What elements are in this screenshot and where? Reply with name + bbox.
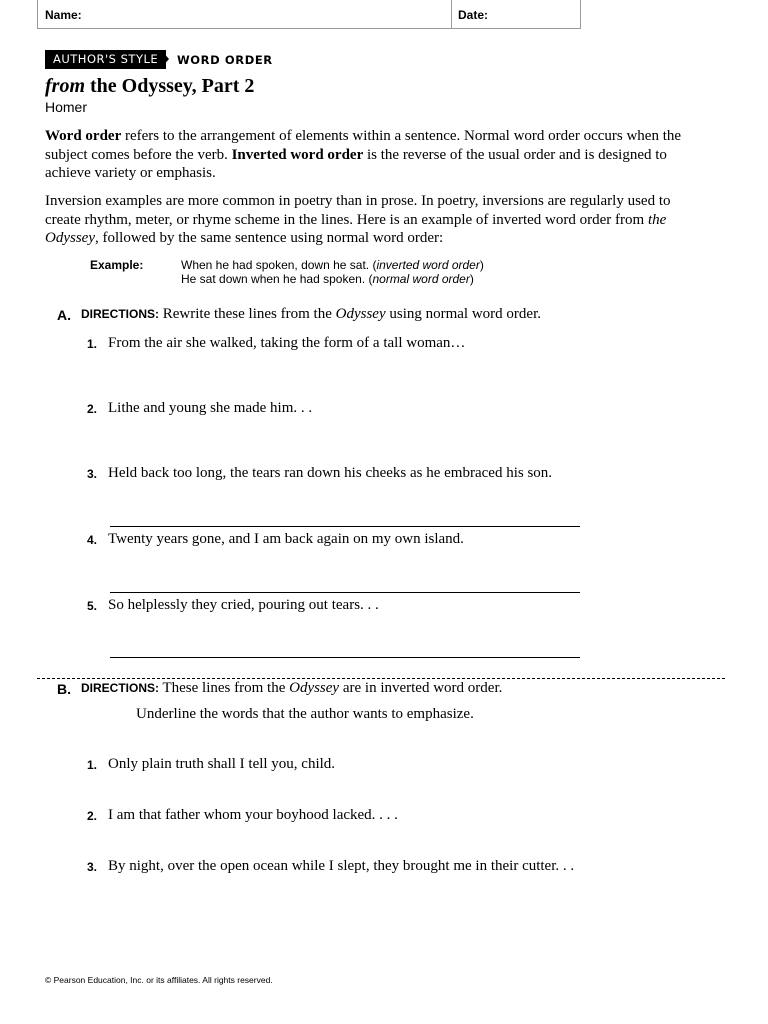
page-title (45, 75, 254, 98)
example-line1-close: ) (479, 258, 484, 272)
answer-line-a4[interactable] (110, 592, 580, 593)
question-b2-text[interactable]: I am that father whom your boyhood lacked. . . . (108, 807, 398, 823)
copyright-footer: © Pearson Education, Inc. or its affiliates. All rights reserved. (45, 975, 273, 985)
name-date-box (37, 0, 581, 29)
example-label: Example: (90, 258, 144, 272)
name-date-divider (451, 0, 452, 28)
section-b-directions-text2: are in inverted word order. (339, 680, 503, 696)
title-from: from (45, 75, 85, 97)
section-b-directions (81, 680, 502, 697)
term-inverted-word-order: Inverted word order (231, 146, 364, 163)
term-word-order: Word order (45, 128, 122, 144)
intro-p1-text2: is the reverse of the usual order and is designed to achieve variety or emphasis. (45, 146, 667, 181)
author-name: Homer (45, 99, 88, 115)
question-b1-number: 1. (87, 758, 98, 772)
example-line-1 (181, 258, 484, 272)
section-a-directions-italic: Odyssey (335, 306, 386, 322)
question-a5-text: So helplessly they cried, pouring out tears. . . (108, 597, 379, 613)
question-a3-number: 3. (87, 467, 98, 481)
example-line2-close: ) (469, 272, 474, 286)
section-b-letter: B. (57, 681, 71, 697)
example-line1-text: When he had spoken, down he sat. ( (181, 258, 377, 272)
intro-paragraph-1 (45, 127, 685, 183)
question-a1-number: 1. (87, 337, 98, 351)
section-a-directions (81, 306, 541, 323)
section-a-directions-text2: using normal word order. (385, 306, 541, 322)
intro-paragraph-2 (45, 192, 685, 248)
question-a1-text: From the air she walked, taking the form of a tall woman… (108, 335, 466, 351)
question-b3-number: 3. (87, 860, 98, 874)
question-b3-text[interactable]: By night, over the open ocean while I slept, they brought me in their cutter. . . (108, 858, 575, 874)
intro-p2-italic: the Odyssey (45, 211, 667, 246)
question-a4-text: Twenty years gone, and I am back again on my own island. (108, 531, 464, 547)
example-line1-note: inverted word order (376, 258, 480, 272)
question-a5-number: 5. (87, 599, 98, 613)
question-a4-number: 4. (87, 533, 98, 547)
section-a-directions-text1: Rewrite these lines from the (159, 306, 336, 322)
example-line2-note: normal word order (372, 272, 470, 286)
name-label: Name: (45, 8, 82, 22)
section-a-directions-label: DIRECTIONS: (81, 307, 159, 321)
date-label: Date: (458, 8, 489, 22)
question-a2-number: 2. (87, 402, 98, 416)
answer-line-a3[interactable] (110, 526, 580, 527)
question-b2-number: 2. (87, 809, 98, 823)
section-b-sub-directions: Underline the words that the author wants to emphasize. (136, 706, 474, 722)
answer-line-a5[interactable] (110, 657, 580, 658)
section-a-letter: A. (57, 307, 71, 323)
question-a2-text: Lithe and young she made him. . . (108, 400, 313, 416)
question-b1-text[interactable]: Only plain truth shall I tell you, child. (108, 756, 336, 772)
section-b-directions-label: DIRECTIONS: (81, 681, 159, 695)
tag-arrow (161, 50, 169, 68)
tag-topic: WORD ORDER (177, 53, 273, 67)
title-rest: the Odyssey, Part 2 (85, 75, 255, 97)
question-a3-text: Held back too long, the tears ran down his cheeks as he embraced his son. (108, 465, 553, 481)
example-line2-text: He sat down when he had spoken. ( (181, 272, 373, 286)
section-b-directions-italic: Odyssey (289, 680, 340, 696)
example-line-2 (181, 272, 474, 286)
tag-label: AUTHOR'S STYLE (45, 50, 166, 69)
intro-p2-text1: Inversion examples are more common in poetry than in prose. In poetry, inversions are regularly used to create rhythm, meter, or rhyme scheme in the lines. Here is an example of inverted word order from (45, 193, 671, 228)
section-divider-dashed (37, 678, 725, 679)
intro-p2-text2: , followed by the same sentence using normal word order: (94, 230, 444, 246)
intro-p1-text1: refers to the arrangement of elements within a sentence. Normal word order occurs when the subject comes before the verb. (45, 128, 682, 163)
section-b-directions-text1: These lines from the (159, 680, 290, 696)
